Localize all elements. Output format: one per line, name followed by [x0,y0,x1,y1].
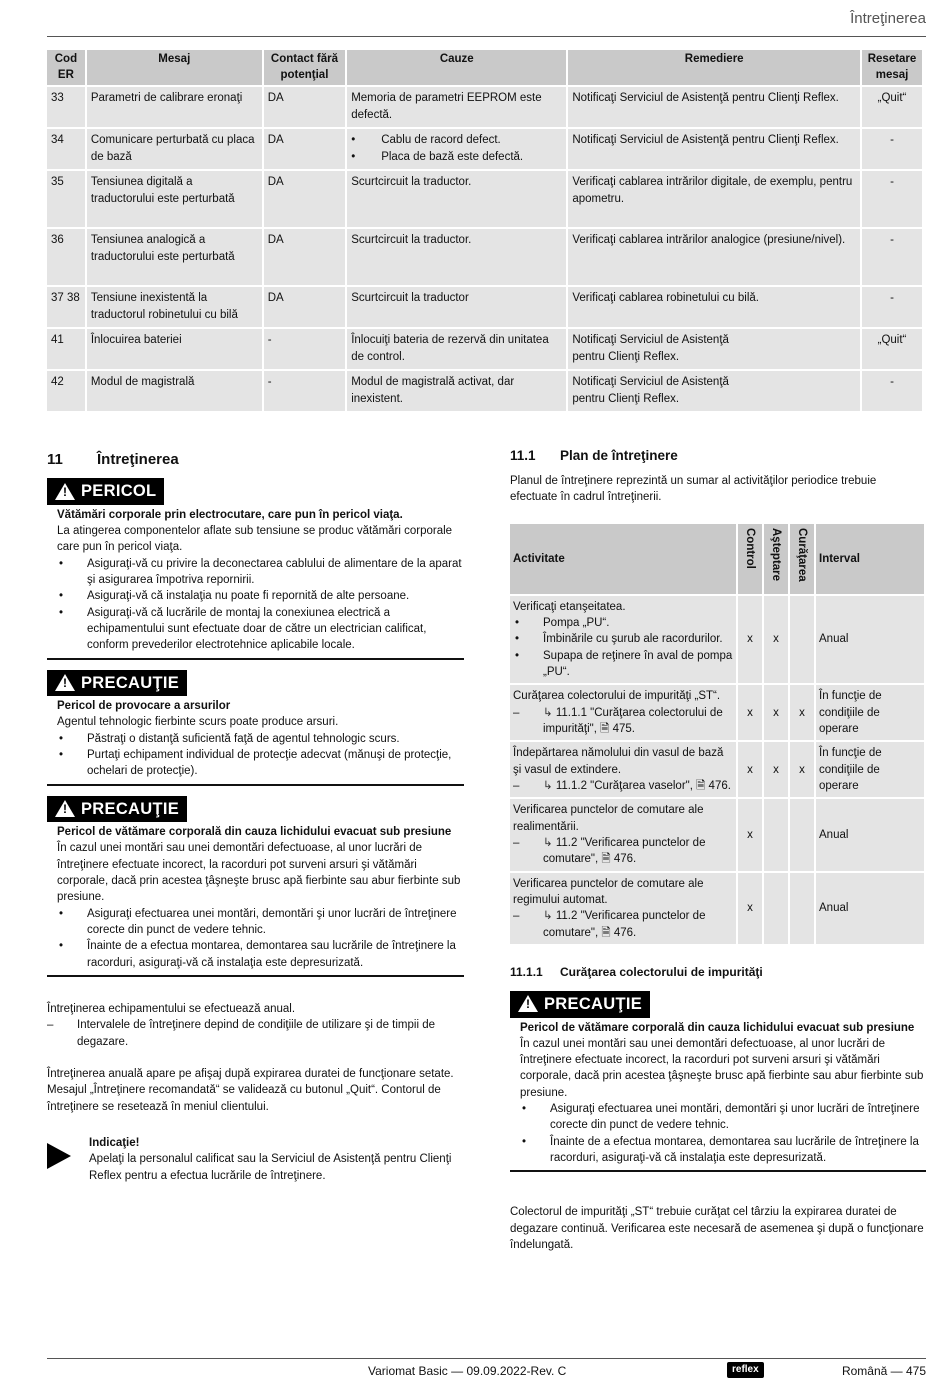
cell-clean [790,596,814,684]
cell-reset: - [862,371,922,411]
cell-interval: În funcţie de condiţiile de operare [816,742,924,797]
warning-text: Agentul tehnologic fierbinte scurs poate produce arsuri. [57,716,339,729]
cell-causes [347,129,566,169]
cross-reference-link[interactable]: – ↳ 11.1.1 "Curăţarea colectorului de impurităţi", 🗎 475. [513,705,733,738]
section-number: 11 [47,451,63,468]
cell-message: Parametri de calibrare eronaţi [87,87,262,127]
th-control: Control [738,524,762,594]
cell-remedy: Verificaţi cablarea intrărilor digitale, de exemplu, pentru apometru. [568,171,860,227]
paragraph: Întreţinerea echipamentului se efectuează anual. [47,1003,296,1016]
list-item: • Supapa de reţinere în aval de pompa „PU“. [513,648,733,681]
th-activity: Activitate [510,524,736,594]
cell-causes: Scurtcircuit la traductor. [347,171,566,227]
cell-causes: Scurtcircuit la traductor [347,287,566,327]
list-item: – Intervalele de întreţinere depind de condiţiile de utilizare şi de timpii de degazare. [47,1017,464,1050]
subsubsection-heading [510,964,926,981]
cell-reset: „Quit“ [862,87,922,127]
cell-interval: În funcţie de condiţiile de operare [816,685,924,740]
warning-text: La atingerea componentelor aflate sub tensiune se produc vătămări corporale care pun în pericol viaţa. [57,525,453,554]
note-box [47,1135,464,1184]
danger-warning [47,478,464,659]
error-table-header [47,50,922,85]
list-item: • Asiguraţi efectuarea unei montări, demontări şi unor lucrări de întreţinere corecte din punct de vedere tehnic. [57,906,464,939]
cell-control: x [738,596,762,684]
th-wait: Aşteptare [764,524,788,594]
footer-page: Română — 475 [841,1364,926,1378]
cell-remedy: Verificaţi cablarea intrărilor analogice (presiune/nivel). [568,229,860,285]
cell-remedy: Notificaţi Serviciul de Asistenţă pentru Clienţi Reflex. [568,129,860,169]
table-row [510,799,924,870]
danger-signal: ! PERICOL [47,478,164,504]
cross-reference-link[interactable]: – ↳ 11.1.2 "Curăţarea vaselor", 🗎 476. [513,778,733,794]
th-remedy: Remediere [568,50,860,85]
cell-causes: Memoria de parametri EEPROM este defectă. [347,87,566,127]
cell-message: Comunicare perturbată cu placa de bază [87,129,262,169]
caution-warning [47,670,464,786]
table-row [47,229,922,285]
subsubsection-number: 11.1.1 [510,965,543,980]
cell-remedy: Notificaţi Serviciul de Asistenţă pentru Clienţi Reflex. [568,371,860,411]
cell-wait [764,873,788,944]
th-clean: Curăţarea [790,524,814,594]
list-item: • Pompa „PU“. [513,615,733,631]
cell-control: x [738,873,762,944]
cross-reference-link[interactable]: – ↳ 11.2 "Verificarea punctelor de comutare", 🗎 476. [513,908,733,941]
cell-message: Modul de magistrală [87,371,262,411]
right-column [510,446,926,1253]
th-reset: Resetare mesaj [862,50,922,85]
cell-control: x [738,685,762,740]
page-header-title: Întreţinerea [850,10,926,27]
maintenance-plan-table [508,522,926,946]
warning-title: Vătămări corporale prin electrocutare, care pun în pericol viaţa. [57,508,403,521]
table-row [47,287,922,327]
cell-interval: Anual [816,873,924,944]
cell-code: 36 [47,229,85,285]
cell-remedy: Verificaţi cablarea robinetului cu bilă. [568,287,860,327]
list-item: • Îmbinările cu şurub ale racordurilor. [513,631,733,647]
cell-remedy: Notificaţi Serviciul de Asistenţă pentru Clienţi Reflex. [568,87,860,127]
list-item: • Asiguraţi efectuarea unei montări, demontări şi unor lucrări de întreţinere corecte din punct de vedere tehnic. [520,1101,926,1134]
cell-code: 34 [47,129,85,169]
caution-signal: ! PRECAUŢIE [47,670,187,696]
cell-activity: Îndepărtarea nămolului din vasul de bază şi vasul de extindere. – ↳ 11.1.2 "Curăţarea vaselor", 🗎 476. [510,742,736,797]
error-table [45,48,924,413]
cell-activity: Verificarea punctelor de comutare ale regimului automat. – ↳ 11.2 "Verificarea punctelor de comutare", 🗎 476. [510,873,736,944]
cell-code: 37 38 [47,287,85,327]
cell-reset: - [862,287,922,327]
subsection-title: Plan de întreţinere [560,448,678,463]
cell-message: Înlocuirea bateriei [87,329,262,369]
cell-interval: Anual [816,799,924,870]
cell-wait: x [764,742,788,797]
caution-warning [47,796,464,977]
cell-control: x [738,799,762,870]
cell-contact: DA [264,87,345,127]
list-item: • Purtaţi echipament individual de protecţie adecvat (mănuşi de protecţie, ochelari de protecţie). [57,747,464,780]
note-arrow-icon [47,1143,71,1169]
warning-title: Pericol de vătămare corporală din cauza lichidului evacuat sub presiune [57,826,452,839]
warning-title: Pericol de vătămare corporală din cauza lichidului evacuat sub presiune [520,1021,915,1034]
warning-triangle-icon [55,674,75,691]
th-causes: Cauze [347,50,566,85]
cell-reset: - [862,229,922,285]
cell-message: Tensiunea digitală a traductorului este perturbată [87,171,262,227]
cell-wait: x [764,596,788,684]
cell-activity: Verificarea punctelor de comutare ale realimentării. – ↳ 11.2 "Verificarea punctelor de comutare", 🗎 476. [510,799,736,870]
cell-causes: Scurtcircuit la traductor. [347,229,566,285]
cell-contact: - [264,329,345,369]
cell-clean [790,799,814,870]
th-message: Mesaj [87,50,262,85]
footer-document: Variomat Basic — 09.09.2022-Rev. C [368,1364,567,1378]
cell-code: 41 [47,329,85,369]
cell-reset: „Quit“ [862,329,922,369]
cell-reset: - [862,129,922,169]
caution-signal: ! PRECAUŢIE [510,991,650,1017]
left-column [47,449,464,1184]
list-item: • Asiguraţi-vă că instalaţia nu poate fi repornită de alte persoane. [57,588,464,604]
cell-contact: DA [264,287,345,327]
table-row [47,171,922,227]
cell-clean: x [790,742,814,797]
reflex-logo: reflex [727,1362,764,1378]
list-item: • Păstraţi o distanţă suficientă faţă de agentul tehnologic scurs. [57,731,464,747]
cell-activity: Curăţarea colectorului de impurităţi „ST“. – ↳ 11.1.1 "Curăţarea colectorului de impurităţi", 🗎 475. [510,685,736,740]
cell-remedy: Notificaţi Serviciul de Asistenţă pentru Clienţi Reflex. [568,329,860,369]
table-row [510,596,924,684]
cell-interval: Anual [816,596,924,684]
cell-wait [764,799,788,870]
warning-title: Pericol de provocare a arsurilor [57,700,231,713]
cell-contact: DA [264,129,345,169]
note-title: Indicaţie! [89,1137,140,1150]
warning-triangle-icon [55,483,75,500]
plan-table-header [510,524,924,594]
section-title: Întreţinerea [97,451,179,468]
warning-text: În cazul unei montări sau unei demontări defectuoase, al unor lucrări de întreţinere efectuate incorect, la racorduri pot surveni arsuri şi vătămări corporale, dacă prin acestea ţâşneşte brusc apă fierbinte sau abur fierbinte sub presiune. [57,842,461,904]
cell-causes: Modul de magistrală activat, dar inexistent. [347,371,566,411]
list-item: • Placa de bază este defectă. [351,149,562,166]
paragraph: Colectorul de impurităţi „ST“ trebuie curăţat cel târziu la expirarea duratei de degazare continuă. Verificarea este necesară de asemenea şi după o funcţionare îndelungată. [510,1206,924,1252]
cell-activity: Verificaţi etanşeitatea. • Pompa „PU“. • Îmbinările cu şurub ale racordurilor. • Supapa de reţinere în aval de pompa „PU“. [510,596,736,684]
warning-text: În cazul unei montări sau unei demontări defectuoase, al unor lucrări de întreţinere efectuate incorect, la racorduri pot surveni arsuri şi vătămări corporale, dacă prin acestea ţâşneşte brusc apă fierbinte sau abur fierbinte sub presiune. [520,1037,924,1099]
cell-code: 42 [47,371,85,411]
table-row [510,742,924,797]
table-row [47,129,922,169]
caution-warning [510,991,926,1172]
table-row [47,371,922,411]
cross-reference-link[interactable]: – ↳ 11.2 "Verificarea punctelor de comutare", 🗎 476. [513,835,733,868]
cell-code: 35 [47,171,85,227]
th-contact: Contact fără potenţial [264,50,345,85]
cell-code: 33 [47,87,85,127]
note-text: Apelaţi la personalul calificat sau la Serviciul de Asistenţă pentru Clienţi Reflex pentru a efectua lucrările de întreţinere. [89,1153,452,1182]
cell-contact: DA [264,229,345,285]
paragraph: Planul de întreţinere reprezintă un sumar al activităţilor periodice trebuie efectuate în cadrul întreţinerii. [510,475,877,504]
caution-signal: ! PRECAUŢIE [47,796,187,822]
list-item: • Asiguraţi-vă cu privire la deconectarea cablului de alimentare de la aparat şi asigurarea împotriva repornirii. [57,556,464,589]
footer-divider [47,1358,926,1359]
list-item: • Cablu de racord defect. [351,132,562,149]
cell-control: x [738,742,762,797]
cell-wait: x [764,685,788,740]
table-row [510,685,924,740]
cell-contact: DA [264,171,345,227]
cell-clean [790,873,814,944]
th-interval: Interval [816,524,924,594]
cell-message: Tensiunea analogică a traductorului este perturbată [87,229,262,285]
subsubsection-title: Curăţarea colectorului de impurităţi [560,965,763,980]
table-row [47,87,922,127]
cell-contact: - [264,371,345,411]
subsection-number: 11.1 [510,448,536,463]
cell-causes: Înlocuiţi bateria de rezervă din unitatea de control. [347,329,566,369]
list-item: • Înainte de a efectua montarea, demontarea sau lucrările de întreţinere la racorduri, asiguraţi-vă că instalaţia este depresurizată. [57,938,464,971]
list-item: • Înainte de a efectua montarea, demontarea sau lucrările de întreţinere la racorduri, asiguraţi-vă că instalaţia este depresurizată. [520,1134,926,1167]
list-item: • Asiguraţi-vă că lucrările de montaj la conexiunea electrică a echipamentului sunt efectuate doar de către un electrician calificat, conform prevederilor electrotehnice aplicabile locale. [57,605,464,654]
cell-message: Tensiune inexistentă la traductorul robinetului cu bilă [87,287,262,327]
table-row [47,329,922,369]
subsection-heading [510,446,926,465]
warning-triangle-icon [518,995,538,1012]
th-code: Cod ER [47,50,85,85]
warning-triangle-icon [55,800,75,817]
paragraph: Întreţinerea anuală apare pe afişaj după expirarea duratei de funcţionare setate. Mesajul „Întreţinere recomandată“ se validează cu butonul „Quit“. Contorul de întreţinere se resetează în meniul clientului. [47,1068,454,1113]
header-divider [47,36,926,37]
table-row [510,873,924,944]
section-heading [47,449,464,470]
cell-clean: x [790,685,814,740]
cell-reset: - [862,171,922,227]
